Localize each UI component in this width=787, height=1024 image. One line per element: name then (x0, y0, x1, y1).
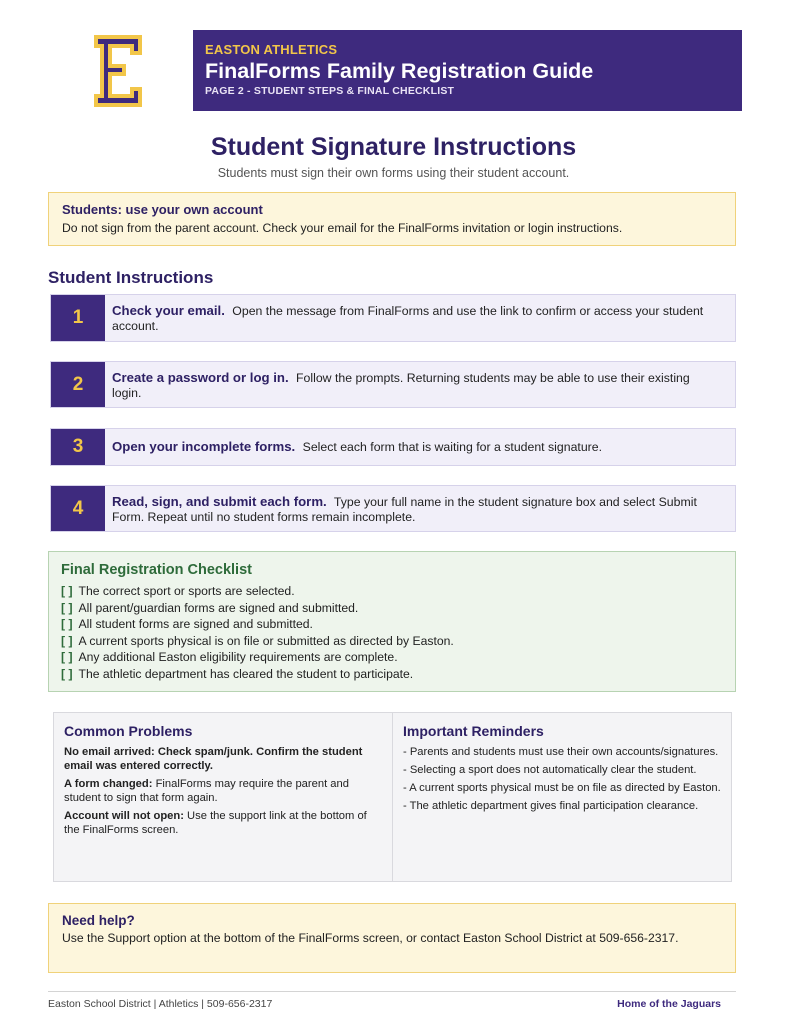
problem-item (64, 777, 382, 805)
step-text (112, 439, 721, 455)
problem-item (64, 809, 382, 837)
reminder-item: - The athletic department gives final participation clearance. (403, 800, 699, 812)
problem-text: Use the support link at the bottom of the FinalForms screen. (64, 810, 367, 836)
instructions-heading: Student Instructions (48, 268, 214, 287)
step-4 (50, 485, 736, 532)
step-number: 4 (51, 486, 105, 531)
step-body: Select each form that is waiting for a student signature. (302, 440, 603, 454)
checklist-item (61, 649, 723, 666)
checkbox-glyph: [ ] (61, 584, 73, 598)
checklist-item-text: All student forms are signed and submitted. (78, 617, 313, 631)
notice-body: Do not sign from the parent account. Check your email for the FinalForms invitation or login instructions. (62, 221, 623, 235)
step-text (112, 370, 721, 401)
step-title: Open your incomplete forms. (112, 439, 296, 454)
step-number: 3 (51, 429, 105, 465)
reminder-item: - A current sports physical must be on file as directed by Easton. (403, 782, 721, 794)
checklist-item-text: A current sports physical is on file or submitted as directed by Easton. (78, 633, 454, 648)
banner-subtitle: PAGE 2 - STUDENT STEPS & FINAL CHECKLIST (205, 85, 455, 97)
problems-reminders-panel (53, 712, 732, 882)
checklist-item (61, 583, 723, 600)
step-number: 2 (51, 362, 105, 407)
step-title: Create a password or log in. (112, 370, 289, 385)
problem-text: FinalForms may require the parent and student to sign that form again. (64, 778, 349, 804)
checkbox-glyph: [ ] (61, 617, 73, 631)
problem-text: No email arrived: Check spam/junk. Confirm the student email was entered correctly. (64, 746, 363, 772)
help-heading: Need help? (62, 913, 135, 928)
checklist-item-text: All parent/guardian forms are signed and submitted. (78, 600, 359, 615)
footer-divider (48, 991, 736, 992)
page-title: Student Signature Instructions (210, 133, 577, 161)
reminder-item: - Parents and students must use their own accounts/signatures. (403, 746, 719, 758)
checkbox-glyph: [ ] (61, 600, 73, 615)
checklist-item (61, 616, 723, 633)
step-body: Type your full name in the student signature box and select Submit Form. Repeat until no student forms remain incomplete. (112, 495, 697, 524)
step-body: Open the message from FinalForms and use the link to confirm or access your student account. (112, 304, 704, 333)
footer-tagline: Home of the Jaguars (617, 998, 721, 1010)
help-box (48, 903, 736, 973)
banner-kicker: EASTON ATHLETICS (205, 42, 338, 57)
easton-e-logo (92, 33, 144, 109)
help-body: Use the Support option at the bottom of the FinalForms screen, or contact Easton School District at 509-656-2317. (62, 931, 679, 945)
checklist-item-text: Any additional Easton eligibility requirements are complete. (78, 650, 398, 664)
final-checklist (48, 551, 736, 692)
step-text (112, 494, 721, 525)
checklist-heading: Final Registration Checklist (61, 562, 252, 578)
page-subtitle: Students must sign their own forms using their student account. (217, 166, 570, 180)
checklist-item (61, 666, 723, 683)
problem-label: A form changed: (64, 778, 153, 790)
account-notice (48, 192, 736, 246)
problem-label: Account will not open: (64, 810, 184, 822)
checklist-item-text: The athletic department has cleared the student to participate. (78, 666, 414, 681)
footer-contact: Easton School District | Athletics | 509-656-2317 (48, 998, 273, 1010)
header-banner (193, 30, 742, 111)
checklist-item (61, 633, 723, 650)
step-1 (50, 294, 736, 342)
step-body: Follow the prompts. Returning students may be able to use their existing login. (112, 371, 690, 400)
checkbox-glyph: [ ] (61, 633, 73, 648)
step-title: Check your email. (112, 303, 225, 318)
important-reminders (393, 713, 731, 881)
reminder-item: - Selecting a sport does not automatically clear the student. (403, 764, 697, 776)
checklist-item-text: The correct sport or sports are selected. (78, 584, 295, 598)
checkbox-glyph: [ ] (61, 666, 73, 681)
problem-item (64, 745, 382, 773)
notice-heading: Students: use your own account (62, 202, 263, 217)
step-2 (50, 361, 736, 408)
step-title: Read, sign, and submit each form. (112, 494, 327, 509)
problems-heading: Common Problems (64, 723, 193, 739)
step-3 (50, 428, 736, 466)
checklist-item (61, 600, 723, 617)
step-text (112, 303, 721, 334)
checkbox-glyph: [ ] (61, 650, 73, 664)
step-number: 1 (51, 295, 105, 341)
reminders-heading: Important Reminders (403, 723, 544, 739)
banner-title: FinalForms Family Registration Guide (205, 59, 594, 83)
common-problems (54, 713, 393, 881)
